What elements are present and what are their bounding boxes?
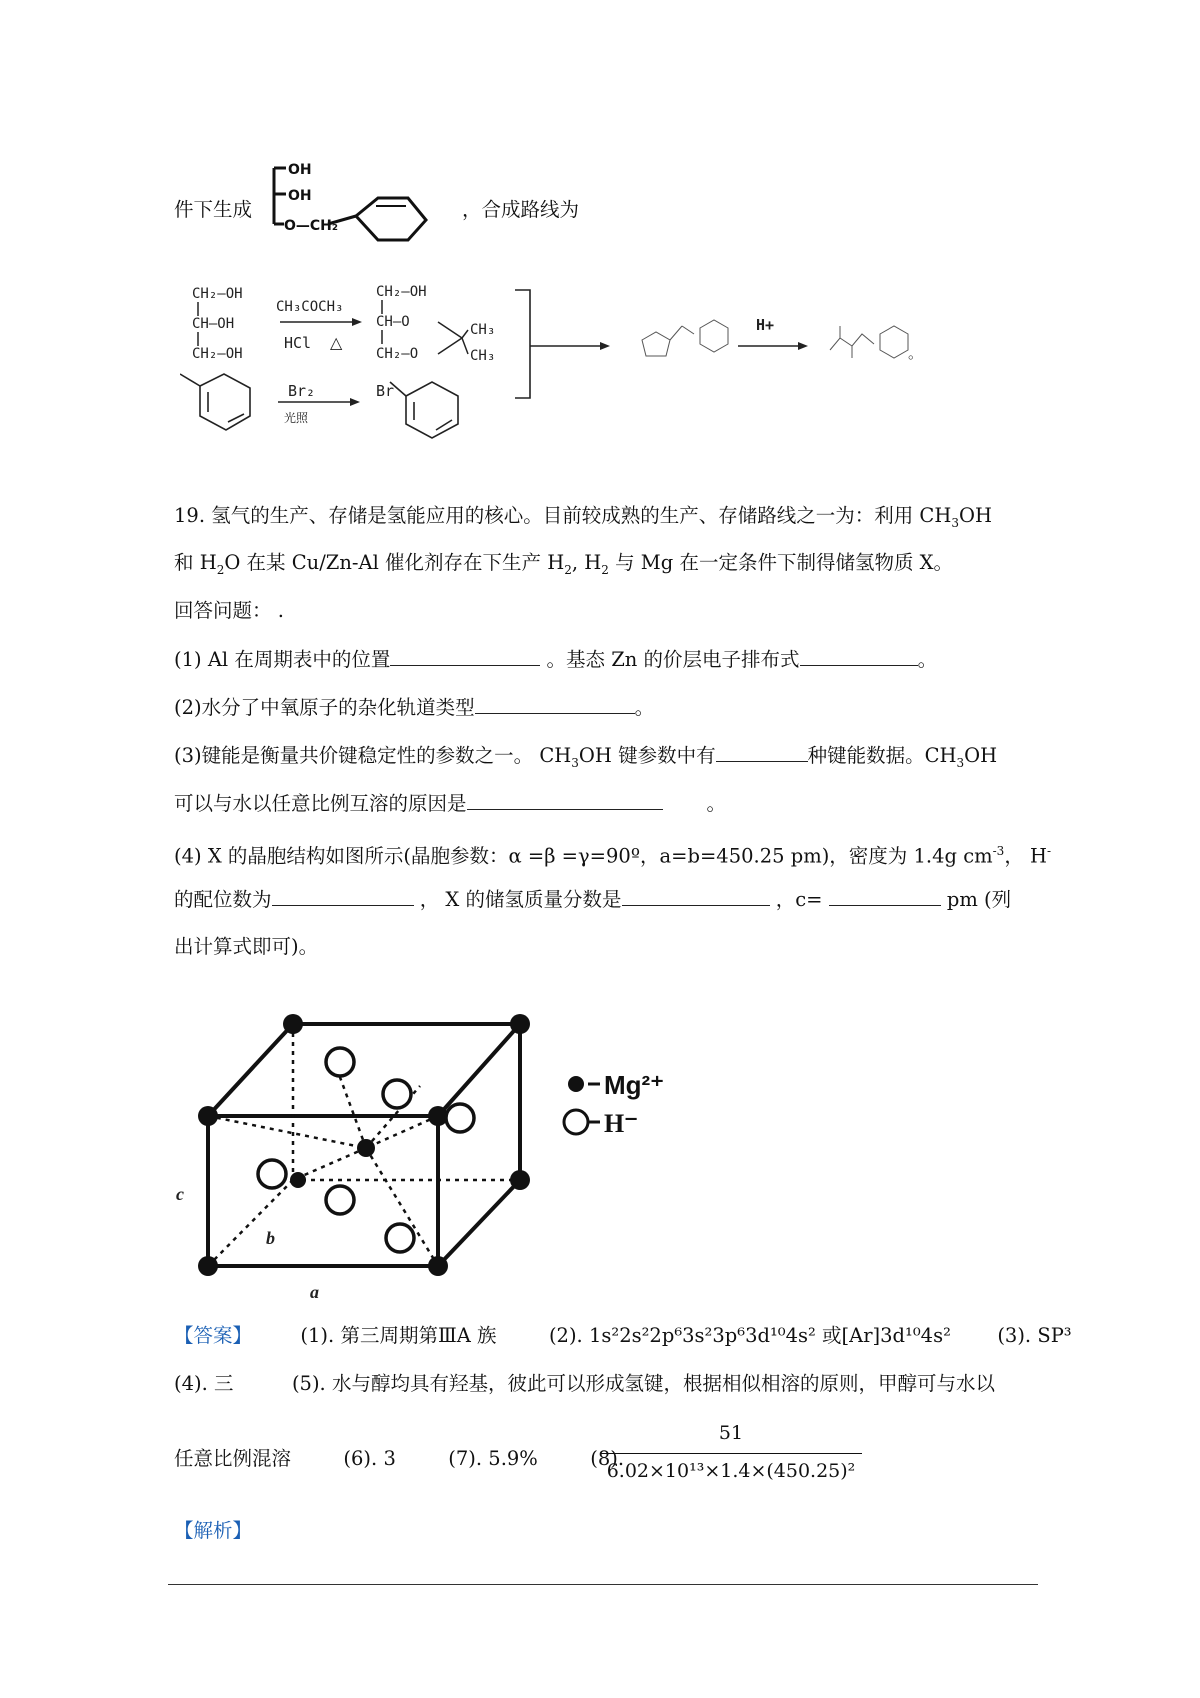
answer-line-3 [174,1445,624,1473]
legend-mg: Mg²⁺ [604,1070,664,1100]
part-3-text-b: OH 键参数中有 [578,744,716,767]
svg-text:OH: OH [288,162,312,178]
answer-line-2 [174,1370,995,1398]
answer-tag: 【答案】 [174,1324,253,1347]
svg-text:O—CH₂: O—CH₂ [284,218,339,234]
answer-blank-1[interactable] [390,645,540,666]
q19-line-2: 和 $H_2O$ 在某 Cu/Zn-Al 催化剂存在下生产 $H_2$, $H_2$ 与 Mg 在一定条件下制得储氢物质 X。 [174,551,954,577]
q19-line-1: 19. 氢气的生产、存储是氢能应用的核心。目前较成熟的生产、存储路线之一为：利用 $CH_3OH$ [174,504,992,530]
part-2-text-a: (2)水分了中氧原子的杂化轨道类型 [174,696,475,719]
part-2-text-b: 。 [634,696,655,719]
part-4-text-f: pm (列 [946,888,1012,911]
part-1-text-a: (1) Al 在周期表中的位置 [174,648,391,671]
answer-blank-6[interactable] [272,885,414,906]
intro-text-before: 件下生成 [174,198,253,221]
answer-blank-3[interactable] [475,693,635,714]
answer-5-line-2: 任意比例混溶 [174,1447,292,1470]
acid-label: H+ [756,316,775,334]
part-3-text-c: 种键能数据。CH [807,744,957,767]
part-4-text-c: 的配位数为 [174,888,272,911]
acetal-line-1: CH₂—OH [376,284,427,300]
part-3-text-f: 。 [706,792,727,815]
acetal-line-2: CH—O [376,314,410,330]
part-3-line-1: (3)键能是衡量共价键稳定性的参数之一。 $CH_3OH$ 键参数中有 种键能数据。$CH_3OH$ [174,741,997,777]
part-3-text-a: (3)键能是衡量共价键稳定性的参数之一。 CH [174,744,572,767]
part-4-sup: -3 [992,844,1005,858]
part-2 [174,693,654,722]
page-divider [168,1584,1038,1585]
part-4-text-d: ， X 的储氢质量分数是 [419,888,622,911]
part-4-text-e: ，c= [775,888,823,911]
answer-6: (6). 3 [343,1447,396,1470]
benzyl-glycerol-ether-structure [268,158,438,246]
glycerol-line-3: CH₂—OH [192,346,243,362]
q19-stem-2c: , H [571,551,602,574]
answer-2: 1s²2s²2p⁶3s²3p⁶3d¹⁰4s² 或[Ar]3d¹⁰4s² [588,1324,951,1347]
answer-3: (3). SP³ [997,1324,1072,1347]
answer-blank-2[interactable] [800,645,918,666]
glycerol-line-1: CH₂—OH [192,286,243,302]
reagent-hcl: HCl [284,334,312,352]
part-4-line-3: 出计算式即可)。 [174,935,319,958]
svg-text:OH: OH [288,188,312,204]
answer-blank-8[interactable] [829,885,941,906]
part-3-line-2 [174,789,726,818]
reagent-bromine: Br₂ [288,382,316,400]
answer-prompt: 回答问题： . [174,599,284,622]
heat-symbol: △ [330,333,343,352]
q19-stem-1a: 氢气的生产、存储是氢能应用的核心。目前较成熟的生产、存储路线之一为：利用 CH [211,504,952,527]
answer-4: (4). 三 [174,1372,234,1395]
answer-blank-5[interactable] [467,789,663,810]
part-1-text-c: 。 [917,648,938,671]
answer-2-label: (2). [548,1324,583,1347]
answer-blank-7[interactable] [622,885,770,906]
analysis-tag: 【解析】 [174,1519,253,1542]
q19-stem-1b: OH [958,504,992,527]
reagent-light: 光照 [284,411,309,425]
acetal-line-3: CH₂—O [376,346,419,362]
part-1 [174,645,937,674]
part-1-text-b: 。基态 Zn 的价层电子排布式 [546,648,800,671]
acetal-methyl-1: CH₃ [470,322,496,338]
q19-stem-2a: 和 H [174,551,217,574]
glycerol-line-2: CH—OH [192,316,235,332]
answer-8-denominator: 6.02×10¹³×1.4×(450.25)² [606,1460,856,1482]
answer-8-label: (8). [590,1447,625,1470]
benzyl-bromide-label: Br [376,382,395,400]
q19-stem-2b: O 在某 Cu/Zn-Al 催化剂存在下生产 H [224,551,565,574]
answer-5-line-1: (5). 水与醇均具有羟基，彼此可以形成氢键，根据相似相溶的原则，甲醇可与水以 [291,1372,995,1395]
answer-blank-4[interactable] [716,741,808,762]
intro-text-after: ，合成路线为 [462,198,580,221]
question-number: 19. [174,504,206,527]
answer-8-numerator: 51 [718,1422,744,1444]
label-c: c [176,1184,184,1204]
answer-1: (1). 第三周期第ⅢA 族 [300,1324,497,1347]
q19-stem-2d: 与 Mg 在一定条件下制得储氢物质 X。 [608,551,954,574]
part-4-line-2 [174,885,1011,914]
answer-7: (7). 5.9% [448,1447,538,1470]
part-3-text-e: 可以与水以任意比例互溶的原因是 [174,792,467,815]
part-4-text-b: ， H [1004,844,1048,868]
acetal-methyl-2: CH₃ [470,348,496,364]
legend-h: H⁻ [604,1109,638,1138]
part-4-line-1: (4) X 的晶胞结构如图所示(晶胞参数：α =β =γ=90º，a=b=450.25 pm)，密度为 1.4g $cm^{-3}$， H- [174,844,1052,868]
crystal-cell-figure [170,1000,730,1310]
part-3-text-d: OH [964,744,998,767]
label-b: b [266,1228,275,1248]
label-a: a [310,1282,319,1302]
synthesis-route-diagram [180,278,1020,478]
answer-line-1 [174,1322,1072,1350]
reagent-acetone: CH₃COCH₃ [276,299,344,315]
route-end-mark: 。 [908,344,924,362]
part-4-text-a: (4) X 的晶胞结构如图所示(晶胞参数：α =β =γ=90º，a=b=450.25 pm)，密度为 1.4g cm [174,844,993,868]
fraction-bar [600,1453,862,1454]
